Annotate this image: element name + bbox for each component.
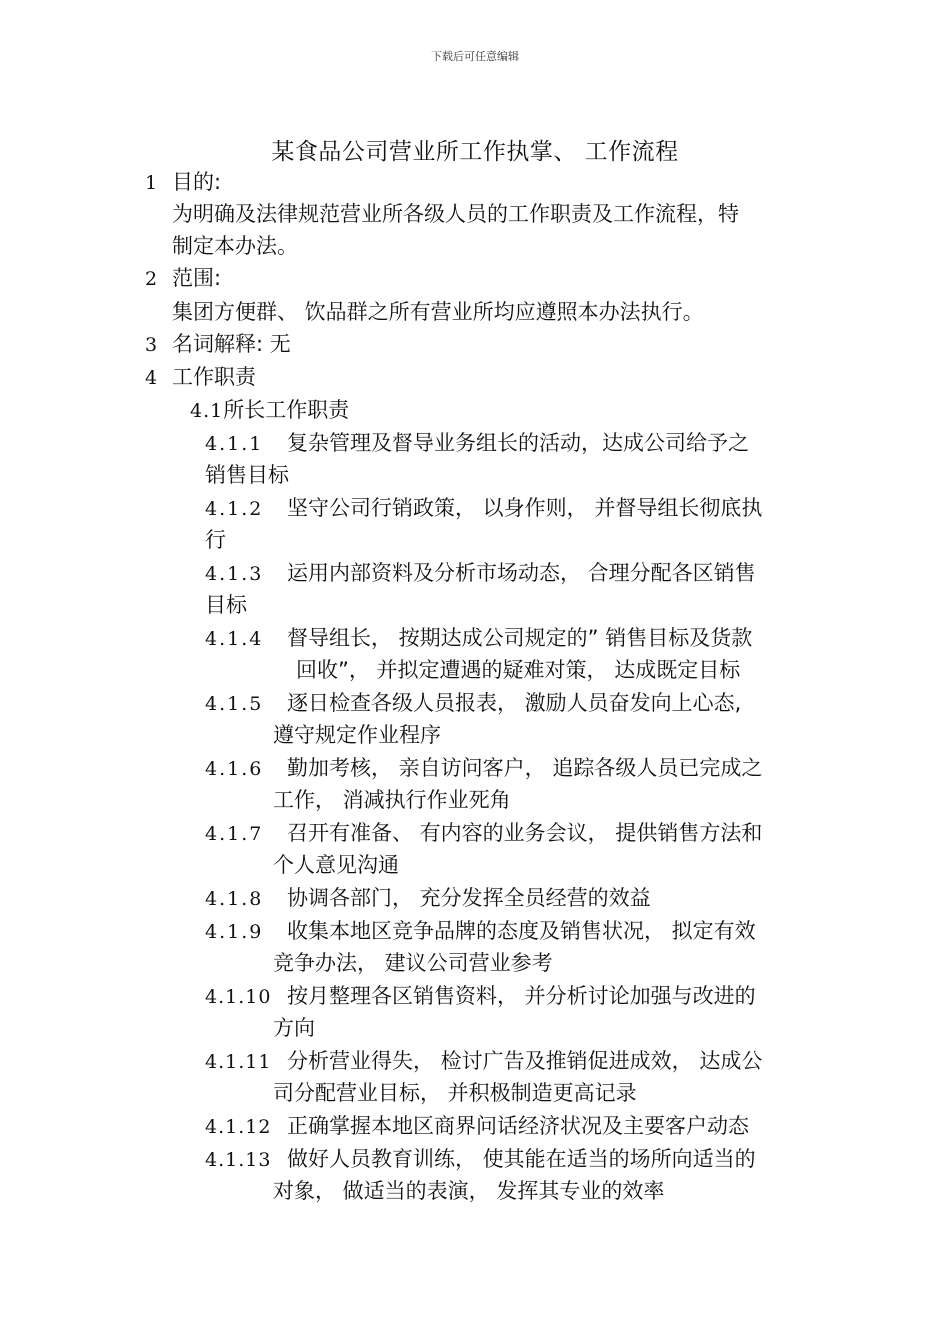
- item-number: 4.1.10: [205, 986, 272, 1008]
- document-title: 某食品公司营业所工作执掌、 工作流程: [271, 139, 679, 165]
- item-number: 4.1.11: [205, 1051, 272, 1073]
- item-continuation: 遵守规定作业程序: [273, 723, 441, 747]
- section-1-text-line-1: 为明确及法律规范营业所各级人员的工作职责及工作流程，特: [172, 202, 739, 226]
- item-number: 4.1.8: [205, 888, 264, 910]
- section-label: 工作职责: [172, 365, 256, 389]
- item-number: 4.1.7: [205, 823, 264, 845]
- item-continuation: 行: [205, 528, 226, 552]
- item-text: 勤加考核， 亲自访问客户， 追踪各级人员已完成之: [287, 756, 763, 780]
- item-continuation: 目标: [205, 593, 247, 617]
- item-4-1-9: [205, 915, 756, 948]
- item-text: 逐日检查各级人员报表， 激励人员奋发向上心态,: [287, 691, 742, 715]
- section-label: 名词解释: 无: [172, 332, 291, 356]
- item-text: 分析营业得失， 检讨广告及推销促进成效， 达成公: [287, 1049, 763, 1073]
- item-4-1-10: [205, 980, 756, 1013]
- section-number: 2: [145, 268, 158, 290]
- item-4-1-1: [205, 427, 749, 460]
- section-3-heading: [145, 328, 291, 361]
- item-text: 运用内部资料及分析市场动态， 合理分配各区销售: [287, 561, 756, 585]
- section-number: 3: [145, 334, 158, 356]
- section-4-heading: [145, 361, 256, 394]
- item-4-1-8: [205, 882, 651, 915]
- item-text: 坚守公司行销政策， 以身作则， 并督导组长彻底执: [287, 496, 763, 520]
- item-text: 按月整理各区销售资料， 并分析讨论加强与改进的: [287, 984, 756, 1008]
- item-4-1-12: [205, 1110, 749, 1143]
- item-continuation: 回收”， 并拟定遭遇的疑难对策， 达成既定目标: [296, 658, 741, 682]
- item-number: 4.1.3: [205, 563, 264, 585]
- item-continuation: 个人意见沟通: [273, 853, 399, 877]
- item-4-1-3: [205, 557, 756, 590]
- section-number: 1: [145, 172, 158, 194]
- item-text: 复杂管理及督导业务组长的活动，达成公司给予之: [287, 431, 749, 455]
- item-text: 协调各部门， 充分发挥全员经营的效益: [287, 886, 651, 910]
- item-number: 4.1.13: [205, 1149, 272, 1171]
- item-text: 召开有准备、 有内容的业务会议， 提供销售方法和: [287, 821, 763, 845]
- item-4-1-5: [205, 687, 741, 720]
- item-continuation: 工作， 消减执行作业死角: [273, 788, 511, 812]
- item-number: 4.1.12: [205, 1116, 272, 1138]
- section-2-text-line-1: 集团方便群、 饮品群之所有营业所均应遵照本办法执行。: [172, 300, 704, 324]
- item-text: 正确掌握本地区商界问话经济状况及主要客户动态: [287, 1114, 749, 1138]
- subsection-number: 4.1: [190, 400, 224, 422]
- item-text: 做好人员教育训练， 使其能在适当的场所向适当的: [287, 1147, 756, 1171]
- item-4-1-4: [205, 622, 752, 655]
- section-2-heading: [145, 262, 221, 295]
- item-number: 4.1.9: [205, 921, 264, 943]
- item-continuation: 方向: [273, 1016, 315, 1040]
- item-continuation: 对象， 做适当的表演， 发挥其专业的效率: [273, 1179, 665, 1203]
- item-number: 4.1.1: [205, 433, 264, 455]
- item-continuation: 司分配营业目标， 并积极制造更高记录: [273, 1081, 637, 1105]
- item-4-1-6: [205, 752, 762, 785]
- item-number: 4.1.4: [205, 628, 264, 650]
- item-text: 督导组长， 按期达成公司规定的” 销售目标及货款: [287, 626, 753, 650]
- item-number: 4.1.5: [205, 693, 264, 715]
- item-continuation: 竞争办法， 建议公司营业参考: [273, 951, 553, 975]
- page-header: 下载后可任意编辑: [431, 50, 519, 63]
- subsection-label: 所长工作职责: [223, 398, 350, 422]
- section-label: 目的:: [172, 170, 222, 194]
- subsection-4-1-heading: [190, 394, 349, 427]
- item-4-1-2: [205, 492, 762, 525]
- item-number: 4.1.2: [205, 498, 264, 520]
- section-label: 范围:: [172, 266, 222, 290]
- item-number: 4.1.6: [205, 758, 264, 780]
- item-text: 收集本地区竞争品牌的态度及销售状况， 拟定有效: [287, 919, 756, 943]
- item-4-1-11: [205, 1045, 762, 1078]
- item-4-1-13: [205, 1143, 756, 1176]
- section-1-text-line-2: 制定本办法。: [172, 234, 298, 258]
- section-number: 4: [145, 367, 158, 389]
- section-1-heading: [145, 166, 221, 199]
- item-4-1-7: [205, 817, 762, 850]
- item-continuation: 销售目标: [205, 463, 289, 487]
